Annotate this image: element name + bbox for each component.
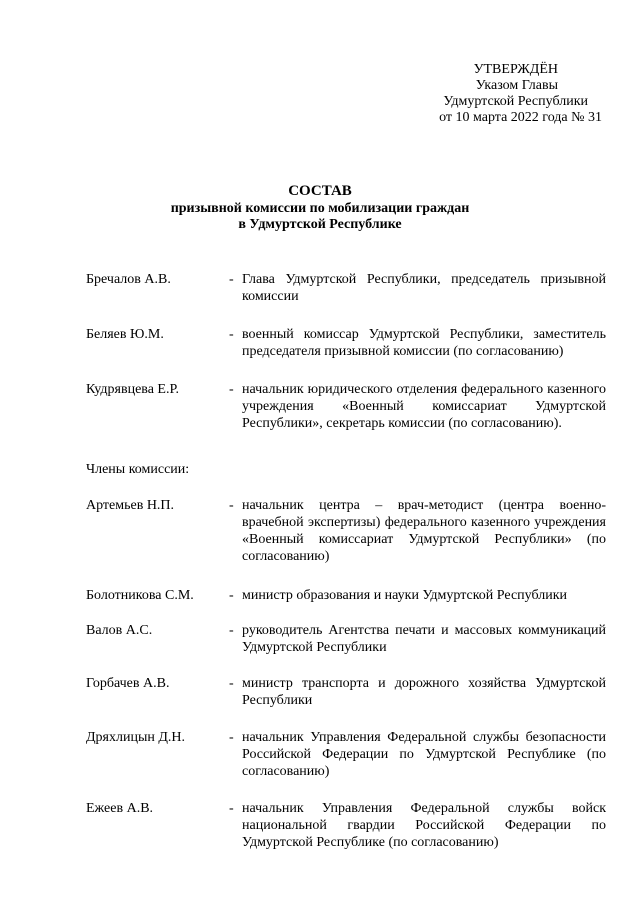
- member-role: - начальник юридического отделения федерального казенного учреждения «Военный комиссариат Удмуртской Республики», секретарь комиссии (по согласованию).: [229, 382, 606, 431]
- member-role: - министр образования и науки Удмуртской Республики: [229, 588, 568, 603]
- member-name: Беляев Ю.М.: [86, 327, 164, 342]
- commission-list: [86, 271, 606, 851]
- list-item: [86, 271, 606, 326]
- list-item: [86, 622, 606, 675]
- approval-line-3: Удмуртской Республики: [443, 94, 588, 109]
- list-item: [86, 800, 606, 851]
- list-item: [86, 675, 606, 729]
- member-role: - начальник центра – врач-методист (центра военно-врачебной экспертизы) федерального казенного учреждения «Военный комиссариат Удмуртской Республики» (по согласованию): [229, 498, 606, 564]
- member-name: Валов А.С.: [86, 623, 153, 638]
- member-name: Дряхлицын Д.Н.: [86, 730, 186, 745]
- member-role: - министр транспорта и дорожного хозяйства Удмуртской Республики: [229, 676, 606, 708]
- document-subtitle-1: призывной комиссии по мобилизации граждан: [170, 201, 470, 216]
- member-name: Кудрявцева Е.Р.: [86, 382, 180, 397]
- member-role: - военный комиссар Удмуртской Республики, заместитель председателя призывной комиссии (по согласованию): [229, 327, 606, 359]
- document-subtitle-2: в Удмуртской Республике: [238, 217, 402, 232]
- members-label: Члены комиссии:: [86, 462, 190, 477]
- list-item: [86, 381, 606, 461]
- member-role: - Глава Удмуртской Республики, председатель призывной комиссии: [229, 272, 606, 304]
- approval-line-1: УТВЕРЖДЁН: [473, 62, 558, 77]
- members-heading: [86, 461, 606, 497]
- list-item: [86, 497, 606, 587]
- member-name: Артемьев Н.П.: [86, 498, 175, 513]
- list-item: [86, 587, 606, 622]
- document-heading: [0, 183, 640, 233]
- approval-line-2: Указом Главы: [475, 78, 558, 93]
- member-name: Ежеев А.В.: [86, 801, 154, 816]
- approval-block: [439, 62, 602, 126]
- list-item: [86, 729, 606, 800]
- member-role: - руководитель Агентства печати и массовых коммуникаций Удмуртской Республики: [229, 623, 606, 655]
- approval-line-4: от 10 марта 2022 года № 31: [439, 110, 602, 125]
- document-title: СОСТАВ: [288, 183, 352, 199]
- member-role: - начальник Управления Федеральной службы войск национальной гвардии Российской Федерации по Удмуртской Республике (по согласованию): [229, 801, 606, 850]
- member-role: - начальник Управления Федеральной службы безопасности Российской Федерации по Удмуртской Республике (по согласованию): [229, 730, 606, 779]
- member-name: Бречалов А.В.: [86, 272, 171, 287]
- list-item: [86, 326, 606, 381]
- member-name: Горбачев А.В.: [86, 676, 170, 691]
- member-name: Болотникова С.М.: [86, 588, 194, 603]
